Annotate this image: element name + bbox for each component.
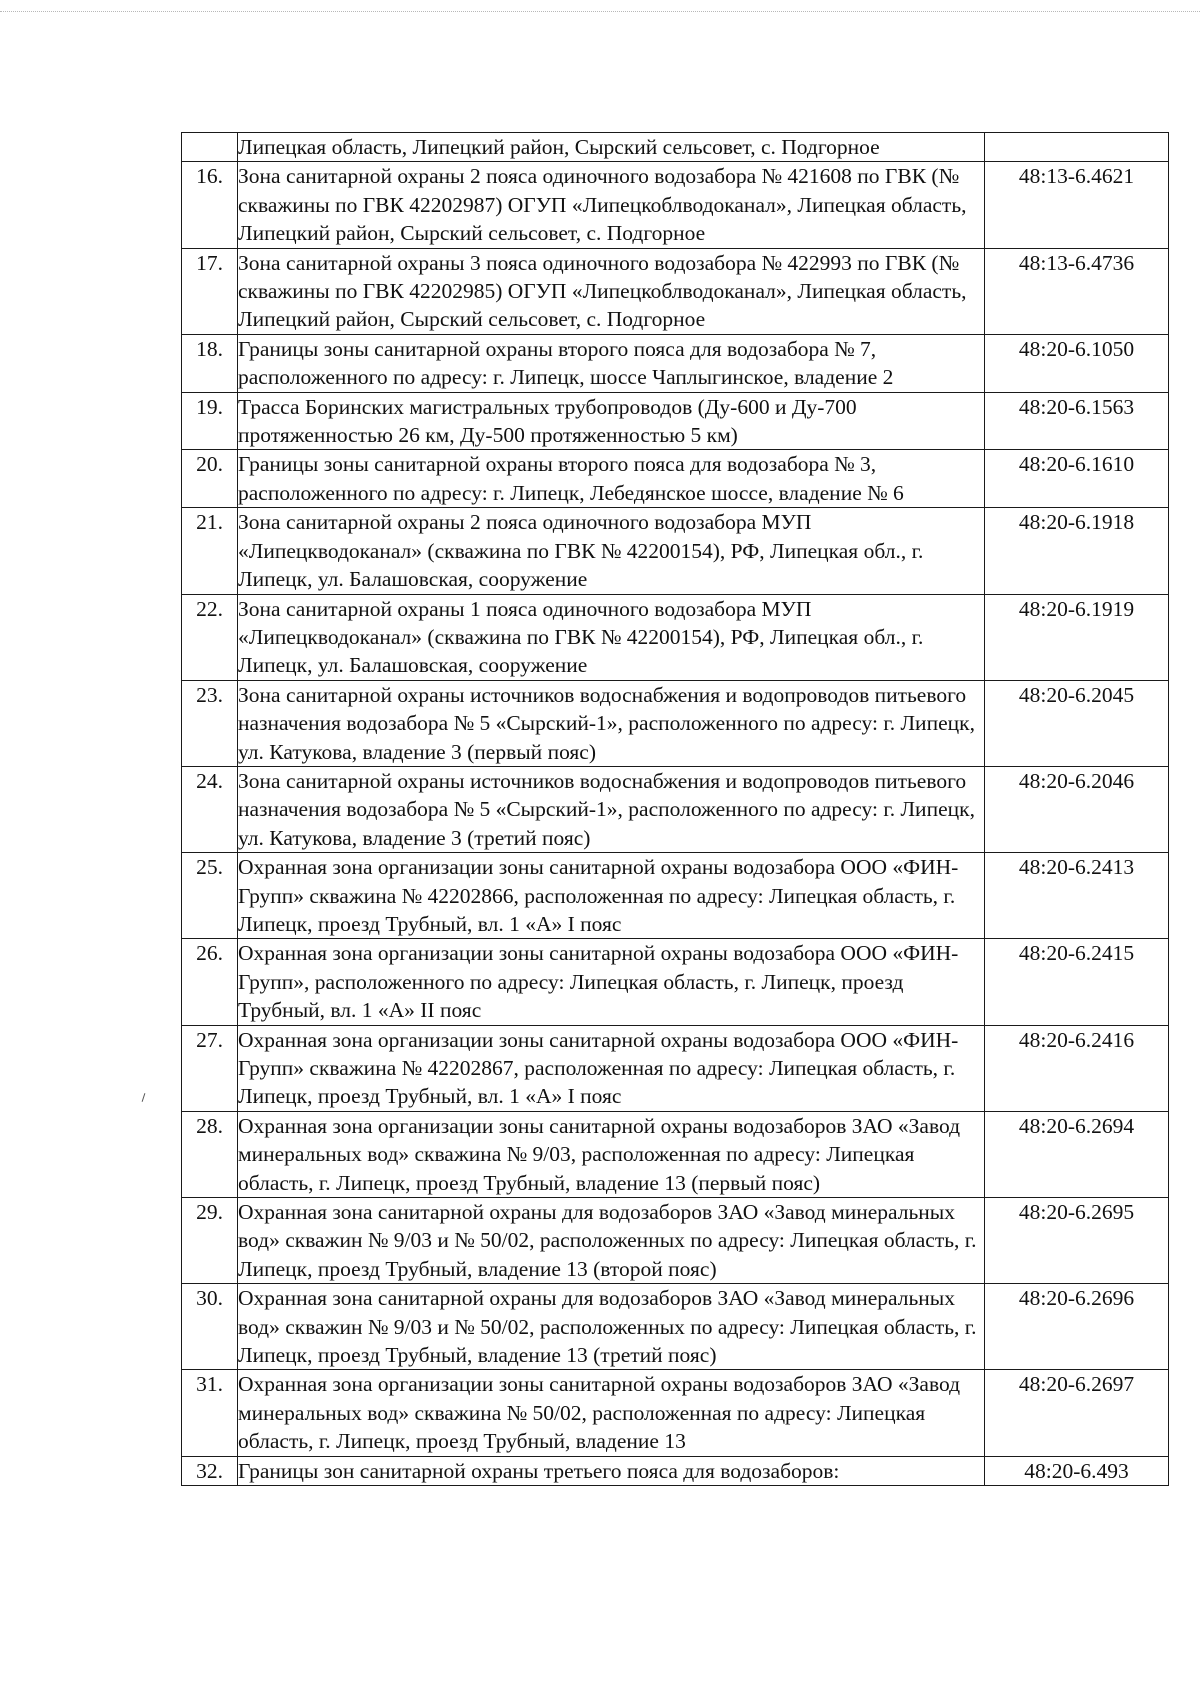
registry-code: 48:20-6.2694: [985, 1111, 1169, 1197]
registry-code: 48:20-6.2045: [985, 680, 1169, 766]
table-row: [182, 508, 1169, 594]
row-number: 19.: [182, 392, 238, 450]
zone-description: Охранная зона санитарной охраны для водозаборов ЗАО «Завод минеральных вод» скважин № 9/03 и № 50/02, расположенных по адресу: Липецкая область, г. Липецк, проезд Трубный, владение 13 (третий пояс): [238, 1284, 985, 1370]
registry-code: 48:20-6.2697: [985, 1370, 1169, 1456]
table-row: [182, 1370, 1169, 1456]
registry-code: 48:13-6.4736: [985, 248, 1169, 334]
zone-description: Зона санитарной охраны источников водоснабжения и водопроводов питьевого назначения водозабора № 5 «Сырский-1», расположенного по адресу: г. Липецк, ул. Катукова, владение 3 (первый пояс): [238, 680, 985, 766]
zone-description: Зона санитарной охраны источников водоснабжения и водопроводов питьевого назначения водозабора № 5 «Сырский-1», расположенного по адресу: г. Липецк, ул. Катукова, владение 3 (третий пояс): [238, 766, 985, 852]
row-number: 30.: [182, 1284, 238, 1370]
zone-description: Зона санитарной охраны 2 пояса одиночного водозабора МУП «Липецкводоканал» (скважина по ГВК № 42200154), РФ, Липецкая обл., г. Липецк, ул. Балашовская, сооружение: [238, 508, 985, 594]
registry-code: 48:20-6.2415: [985, 939, 1169, 1025]
zone-description: Зона санитарной охраны 1 пояса одиночного водозабора МУП «Липецкводоканал» (скважина по ГВК № 42200154), РФ, Липецкая обл., г. Липецк, ул. Балашовская, сооружение: [238, 594, 985, 680]
table-row: [182, 1111, 1169, 1197]
registry-code: 48:20-6.2046: [985, 766, 1169, 852]
zone-description: Липецкая область, Липецкий район, Сырский сельсовет, с. Подгорное: [238, 133, 985, 162]
zone-description: Зона санитарной охраны 3 пояса одиночного водозабора № 422993 по ГВК (№ скважины по ГВК 42202985) ОГУП «Липецкоблводоканал», Липецкая область, Липецкий район, Сырский сельсовет, с. Подгорное: [238, 248, 985, 334]
zone-description: Охранная зона организации зоны санитарной охраны водозабора ООО «ФИН-Групп» скважина № 42202867, расположенная по адресу: Липецкая область, г. Липецк, проезд Трубный, вл. 1 «А» I пояс: [238, 1025, 985, 1111]
registry-code: 48:20-6.1610: [985, 450, 1169, 508]
row-number: 18.: [182, 334, 238, 392]
stray-scan-mark: [142, 1093, 146, 1102]
zone-description: Охранная зона организации зоны санитарной охраны водозабора ООО «ФИН-Групп», расположенного по адресу: Липецкая область, г. Липецк, проезд Трубный, вл. 1 «А» II пояс: [238, 939, 985, 1025]
row-number: 23.: [182, 680, 238, 766]
table-row: [182, 1025, 1169, 1111]
row-number: 26.: [182, 939, 238, 1025]
row-number: 22.: [182, 594, 238, 680]
registry-code: 48:20-6.1050: [985, 334, 1169, 392]
row-number: 24.: [182, 766, 238, 852]
table-row: [182, 594, 1169, 680]
row-number: 29.: [182, 1198, 238, 1284]
row-number: 21.: [182, 508, 238, 594]
row-number: 17.: [182, 248, 238, 334]
zone-description: Границы зоны санитарной охраны второго пояса для водозабора № 3, расположенного по адресу: г. Липецк, Лебедянское шоссе, владение № 6: [238, 450, 985, 508]
table-row: [182, 133, 1169, 162]
registry-code: 48:20-6.1919: [985, 594, 1169, 680]
table-row: [182, 766, 1169, 852]
scan-edge-line: [0, 11, 1200, 12]
row-number: 28.: [182, 1111, 238, 1197]
row-number: 16.: [182, 162, 238, 248]
table-row: [182, 450, 1169, 508]
zone-description: Границы зон санитарной охраны третьего пояса для водозаборов:: [238, 1456, 985, 1485]
registry-code: 48:20-6.2413: [985, 853, 1169, 939]
row-number: 31.: [182, 1370, 238, 1456]
zone-description: Зона санитарной охраны 2 пояса одиночного водозабора № 421608 по ГВК (№ скважины по ГВК 42202987) ОГУП «Липецкоблводоканал», Липецкая область, Липецкий район, Сырский сельсовет, с. Подгорное: [238, 162, 985, 248]
zone-description: Охранная зона организации зоны санитарной охраны водозаборов ЗАО «Завод минеральных вод» скважина № 50/02, расположенная по адресу: Липецкая область, г. Липецк, проезд Трубный, владение 13: [238, 1370, 985, 1456]
zone-description: Охранная зона организации зоны санитарной охраны водозабора ООО «ФИН-Групп» скважина № 42202866, расположенная по адресу: Липецкая область, г. Липецк, проезд Трубный, вл. 1 «А» I пояс: [238, 853, 985, 939]
registry-code: 48:20-6.1918: [985, 508, 1169, 594]
table-row: [182, 680, 1169, 766]
zone-description: Охранная зона организации зоны санитарной охраны водозаборов ЗАО «Завод минеральных вод» скважина № 9/03, расположенная по адресу: Липецкая область, г. Липецк, проезд Трубный, владение 13 (первый пояс): [238, 1111, 985, 1197]
row-number: 27.: [182, 1025, 238, 1111]
registry-code: 48:20-6.2695: [985, 1198, 1169, 1284]
registry-code: [985, 133, 1169, 162]
registry-code: 48:20-6.493: [985, 1456, 1169, 1485]
registry-code: 48:20-6.1563: [985, 392, 1169, 450]
table-row: [182, 248, 1169, 334]
row-number: [182, 133, 238, 162]
row-number: 25.: [182, 853, 238, 939]
table-row: [182, 392, 1169, 450]
registry-code: 48:20-6.2416: [985, 1025, 1169, 1111]
zone-description: Трасса Боринских магистральных трубопроводов (Ду-600 и Ду-700 протяженностью 26 км, Ду-500 протяженностью 5 км): [238, 392, 985, 450]
table-row: [182, 1456, 1169, 1485]
table-row: [182, 162, 1169, 248]
table-row: [182, 1198, 1169, 1284]
zones-registry-table: [181, 132, 1169, 1486]
registry-code: 48:20-6.2696: [985, 1284, 1169, 1370]
table-row: [182, 334, 1169, 392]
registry-code: 48:13-6.4621: [985, 162, 1169, 248]
table-row: [182, 939, 1169, 1025]
row-number: 20.: [182, 450, 238, 508]
table-row: [182, 853, 1169, 939]
table-row: [182, 1284, 1169, 1370]
row-number: 32.: [182, 1456, 238, 1485]
zone-description: Границы зоны санитарной охраны второго пояса для водозабора № 7, расположенного по адресу: г. Липецк, шоссе Чаплыгинское, владение 2: [238, 334, 985, 392]
zone-description: Охранная зона санитарной охраны для водозаборов ЗАО «Завод минеральных вод» скважин № 9/03 и № 50/02, расположенных по адресу: Липецкая область, г. Липецк, проезд Трубный, владение 13 (второй пояс): [238, 1198, 985, 1284]
